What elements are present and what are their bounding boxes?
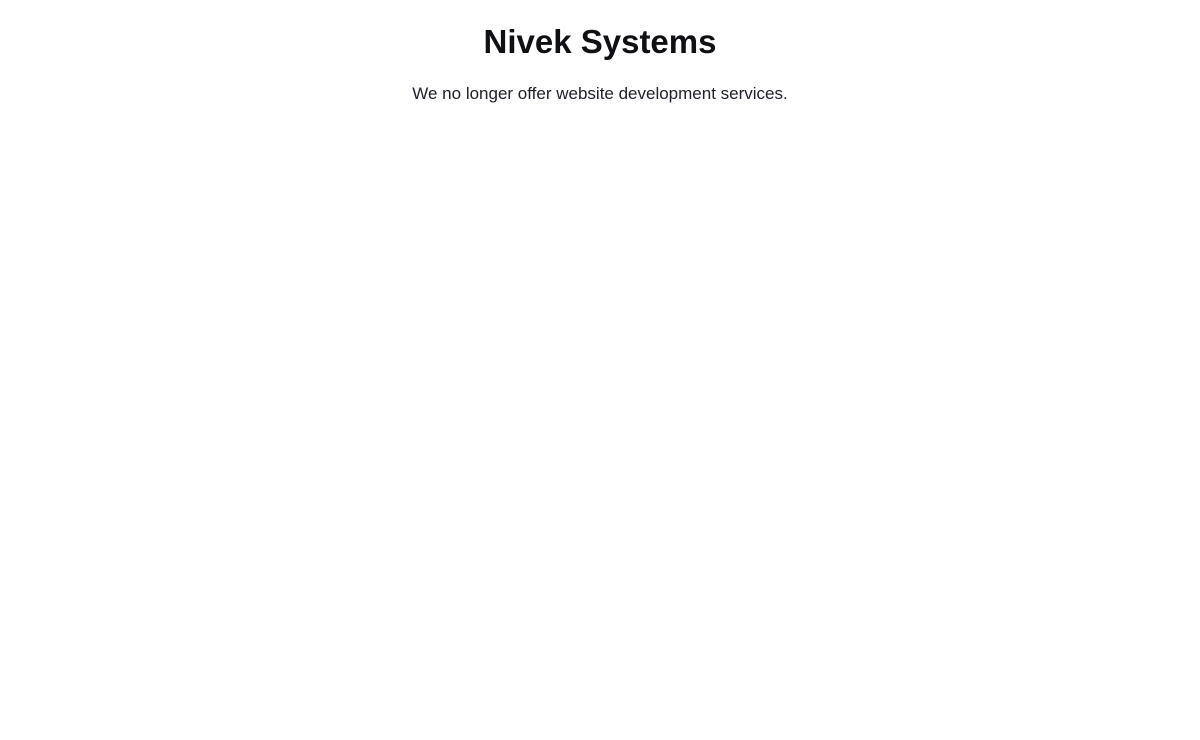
page-title: Nivek Systems	[483, 23, 717, 60]
notice-message: We no longer offer website development services.	[412, 84, 788, 104]
